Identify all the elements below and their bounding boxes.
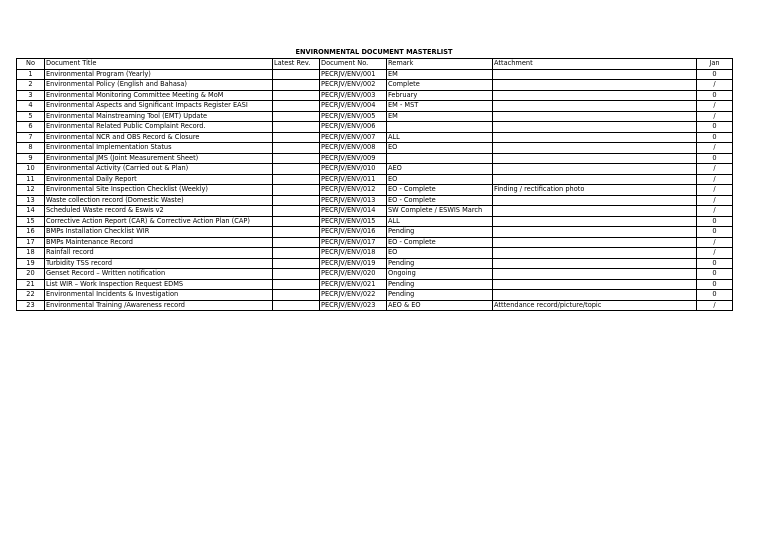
cell-remark[interactable]: Pending	[387, 290, 493, 301]
cell-attachment[interactable]	[493, 227, 697, 238]
cell-latest-rev[interactable]	[273, 80, 320, 91]
cell-attachment[interactable]	[493, 164, 697, 175]
cell-document-no[interactable]: PECRJV/ENV/021	[320, 279, 387, 290]
cell-document-no[interactable]: PECRJV/ENV/001	[320, 69, 387, 80]
cell-attachment[interactable]	[493, 237, 697, 248]
cell-no[interactable]: 9	[17, 153, 45, 164]
cell-latest-rev[interactable]	[273, 101, 320, 112]
cell-jan[interactable]: 0	[697, 132, 733, 143]
cell-document-title[interactable]: Environmental NCR and OBS Record & Closure	[45, 132, 273, 143]
cell-latest-rev[interactable]	[273, 279, 320, 290]
cell-latest-rev[interactable]	[273, 69, 320, 80]
col-header-attachment[interactable]: Attachment	[493, 59, 697, 70]
cell-document-no[interactable]: PECRJV/ENV/020	[320, 269, 387, 280]
table-row	[17, 216, 733, 227]
cell-attachment[interactable]	[493, 248, 697, 259]
cell-attachment[interactable]	[493, 269, 697, 280]
cell-document-title[interactable]: Turbidity TSS record	[45, 258, 273, 269]
cell-latest-rev[interactable]	[273, 143, 320, 154]
cell-jan[interactable]: 0	[697, 90, 733, 101]
cell-document-no[interactable]: PECRJV/ENV/017	[320, 237, 387, 248]
cell-jan[interactable]: 0	[697, 269, 733, 280]
cell-jan[interactable]: /	[697, 80, 733, 91]
cell-remark[interactable]: Pending	[387, 258, 493, 269]
cell-latest-rev[interactable]	[273, 290, 320, 301]
col-header-document-title[interactable]: Document Title	[45, 59, 273, 70]
cell-attachment[interactable]	[493, 90, 697, 101]
cell-attachment[interactable]	[493, 122, 697, 133]
cell-document-no[interactable]: PECRJV/ENV/010	[320, 164, 387, 175]
cell-latest-rev[interactable]	[273, 90, 320, 101]
col-header-jan[interactable]: Jan	[697, 59, 733, 70]
cell-document-no[interactable]: PECRJV/ENV/005	[320, 111, 387, 122]
cell-no[interactable]: 12	[17, 185, 45, 196]
cell-document-no[interactable]: PECRJV/ENV/015	[320, 216, 387, 227]
cell-remark[interactable]: EO - Complete	[387, 185, 493, 196]
cell-jan[interactable]: 0	[697, 258, 733, 269]
cell-jan[interactable]: 0	[697, 279, 733, 290]
cell-latest-rev[interactable]	[273, 164, 320, 175]
table-row	[17, 90, 733, 101]
cell-attachment[interactable]	[493, 206, 697, 217]
cell-document-no[interactable]: PECRJV/ENV/018	[320, 248, 387, 259]
cell-attachment[interactable]	[493, 279, 697, 290]
cell-no[interactable]: 22	[17, 290, 45, 301]
cell-latest-rev[interactable]	[273, 269, 320, 280]
cell-jan[interactable]: 0	[697, 153, 733, 164]
cell-no[interactable]: 5	[17, 111, 45, 122]
cell-document-no[interactable]: PECRJV/ENV/016	[320, 227, 387, 238]
cell-remark[interactable]: AEO & EO	[387, 300, 493, 311]
col-header-document-no[interactable]: Document No.	[320, 59, 387, 70]
header-row	[17, 59, 733, 70]
cell-latest-rev[interactable]	[273, 216, 320, 227]
cell-attachment[interactable]	[493, 132, 697, 143]
cell-no[interactable]: 10	[17, 164, 45, 175]
cell-jan[interactable]: /	[697, 237, 733, 248]
cell-jan[interactable]: /	[697, 300, 733, 311]
cell-document-title[interactable]: BMPs Installation Checklist WIR	[45, 227, 273, 238]
table-row	[17, 174, 733, 185]
cell-jan[interactable]: /	[697, 248, 733, 259]
cell-jan[interactable]: /	[697, 174, 733, 185]
table-row	[17, 101, 733, 112]
cell-no[interactable]: 15	[17, 216, 45, 227]
table-row	[17, 195, 733, 206]
cell-attachment[interactable]	[493, 174, 697, 185]
cell-latest-rev[interactable]	[273, 227, 320, 238]
cell-document-title[interactable]: Environmental Incidents & Investigation	[45, 290, 273, 301]
cell-remark[interactable]: AEO	[387, 164, 493, 175]
cell-remark[interactable]: EM	[387, 69, 493, 80]
cell-attachment[interactable]	[493, 216, 697, 227]
cell-jan[interactable]: 0	[697, 69, 733, 80]
cell-document-title[interactable]: Waste collection record (Domestic Waste)	[45, 195, 273, 206]
table-row	[17, 185, 733, 196]
cell-document-title[interactable]: Environmental Implementation Status	[45, 143, 273, 154]
table-row	[17, 269, 733, 280]
cell-no[interactable]: 2	[17, 80, 45, 91]
cell-remark[interactable]: EO	[387, 248, 493, 259]
table-row	[17, 122, 733, 133]
cell-remark[interactable]: EM	[387, 111, 493, 122]
cell-jan[interactable]: /	[697, 164, 733, 175]
cell-document-no[interactable]: PECRJV/ENV/013	[320, 195, 387, 206]
cell-remark[interactable]: EO	[387, 174, 493, 185]
cell-remark[interactable]: Pending	[387, 227, 493, 238]
cell-jan[interactable]: /	[697, 143, 733, 154]
cell-jan[interactable]: /	[697, 101, 733, 112]
cell-document-no[interactable]: PECRJV/ENV/002	[320, 80, 387, 91]
cell-document-no[interactable]: PECRJV/ENV/014	[320, 206, 387, 217]
cell-document-no[interactable]: PECRJV/ENV/011	[320, 174, 387, 185]
cell-latest-rev[interactable]	[273, 174, 320, 185]
table-row	[17, 258, 733, 269]
cell-document-no[interactable]: PECRJV/ENV/006	[320, 122, 387, 133]
cell-jan[interactable]: 0	[697, 290, 733, 301]
cell-attachment[interactable]	[493, 69, 697, 80]
cell-document-no[interactable]: PECRJV/ENV/019	[320, 258, 387, 269]
cell-attachment[interactable]	[493, 101, 697, 112]
cell-document-title[interactable]: Environmental Program (Yearly)	[45, 69, 273, 80]
cell-document-no[interactable]: PECRJV/ENV/009	[320, 153, 387, 164]
cell-jan[interactable]: /	[697, 206, 733, 217]
table-row	[17, 248, 733, 259]
cell-remark[interactable]: EM - MST	[387, 101, 493, 112]
cell-remark[interactable]: EO	[387, 143, 493, 154]
cell-attachment[interactable]	[493, 153, 697, 164]
cell-attachment[interactable]	[493, 111, 697, 122]
cell-latest-rev[interactable]	[273, 258, 320, 269]
cell-latest-rev[interactable]	[273, 185, 320, 196]
cell-document-title[interactable]: BMPs Maintenance Record	[45, 237, 273, 248]
table-row	[17, 237, 733, 248]
cell-document-title[interactable]: List WIR – Work Inspection Request EDMS	[45, 279, 273, 290]
col-header-remark[interactable]: Remark	[387, 59, 493, 70]
cell-remark[interactable]: ALL	[387, 132, 493, 143]
cell-attachment[interactable]	[493, 195, 697, 206]
cell-remark[interactable]: Complete	[387, 80, 493, 91]
cell-attachment[interactable]	[493, 290, 697, 301]
cell-attachment[interactable]: Atttendance record/picture/topic	[493, 300, 697, 311]
table-row	[17, 279, 733, 290]
cell-attachment[interactable]: Finding / rectification photo	[493, 185, 697, 196]
col-header-no[interactable]: No	[17, 59, 45, 70]
table-row	[17, 143, 733, 154]
cell-jan[interactable]: 0	[697, 227, 733, 238]
cell-document-no[interactable]: PECRJV/ENV/023	[320, 300, 387, 311]
cell-latest-rev[interactable]	[273, 248, 320, 259]
col-header-latest-rev[interactable]: Latest Rev.	[273, 59, 320, 70]
cell-latest-rev[interactable]	[273, 237, 320, 248]
table-row	[17, 300, 733, 311]
cell-document-title[interactable]: Corrective Action Report (CAR) & Corrective Action Plan (CAP)	[45, 216, 273, 227]
cell-latest-rev[interactable]	[273, 206, 320, 217]
cell-no[interactable]: 19	[17, 258, 45, 269]
cell-latest-rev[interactable]	[273, 153, 320, 164]
cell-latest-rev[interactable]	[273, 300, 320, 311]
cell-remark[interactable]: ALL	[387, 216, 493, 227]
cell-remark[interactable]: February	[387, 90, 493, 101]
cell-jan[interactable]: /	[697, 185, 733, 196]
cell-no[interactable]: 18	[17, 248, 45, 259]
cell-remark[interactable]: Ongoing	[387, 269, 493, 280]
cell-no[interactable]: 16	[17, 227, 45, 238]
cell-latest-rev[interactable]	[273, 195, 320, 206]
cell-jan[interactable]: 0	[697, 122, 733, 133]
cell-remark[interactable]	[387, 122, 493, 133]
cell-no[interactable]: 14	[17, 206, 45, 217]
cell-document-title[interactable]: Rainfall record	[45, 248, 273, 259]
cell-remark[interactable]: Pending	[387, 279, 493, 290]
cell-no[interactable]: 11	[17, 174, 45, 185]
cell-document-title[interactable]: Genset Record – Written notification	[45, 269, 273, 280]
table-row	[17, 153, 733, 164]
cell-document-title[interactable]: Environmental Site Inspection Checklist (Weekly)	[45, 185, 273, 196]
cell-no[interactable]: 13	[17, 195, 45, 206]
cell-latest-rev[interactable]	[273, 132, 320, 143]
cell-remark[interactable]: EO - Complete	[387, 195, 493, 206]
table-row	[17, 227, 733, 238]
cell-document-title[interactable]: Environmental Mainstreaming Tool (EMT) Update	[45, 111, 273, 122]
cell-document-no[interactable]: PECRJV/ENV/012	[320, 185, 387, 196]
cell-document-title[interactable]: Environmental Related Public Complaint Record.	[45, 122, 273, 133]
cell-no[interactable]: 4	[17, 101, 45, 112]
table-row	[17, 206, 733, 217]
table-row	[17, 69, 733, 80]
cell-document-title[interactable]: Environmental Daily Report	[45, 174, 273, 185]
page-title: ENVIRONMENTAL DOCUMENT MASTERLIST	[295, 48, 453, 56]
table-row	[17, 132, 733, 143]
cell-attachment[interactable]	[493, 258, 697, 269]
cell-document-no[interactable]: PECRJV/ENV/008	[320, 143, 387, 154]
cell-latest-rev[interactable]	[273, 122, 320, 133]
cell-remark[interactable]	[387, 153, 493, 164]
cell-no[interactable]: 6	[17, 122, 45, 133]
cell-document-title[interactable]: Environmental Activity (Carried out & Plan)	[45, 164, 273, 175]
cell-document-title[interactable]: Environmental Policy (English and Bahasa)	[45, 80, 273, 91]
cell-document-title[interactable]: Environmental Monitoring Committee Meeting & MoM	[45, 90, 273, 101]
cell-document-title[interactable]: Environmental Training /Awareness record	[45, 300, 273, 311]
cell-jan[interactable]: /	[697, 111, 733, 122]
table-row	[17, 80, 733, 91]
cell-document-no[interactable]: PECRJV/ENV/022	[320, 290, 387, 301]
table-row	[17, 111, 733, 122]
cell-no[interactable]: 23	[17, 300, 45, 311]
cell-attachment[interactable]	[493, 143, 697, 154]
cell-no[interactable]: 7	[17, 132, 45, 143]
cell-no[interactable]: 17	[17, 237, 45, 248]
cell-document-no[interactable]: PECRJV/ENV/004	[320, 101, 387, 112]
cell-attachment[interactable]	[493, 80, 697, 91]
cell-no[interactable]: 20	[17, 269, 45, 280]
cell-latest-rev[interactable]	[273, 111, 320, 122]
cell-document-title[interactable]: Environmental JMS (Joint Measurement Sheet)	[45, 153, 273, 164]
cell-no[interactable]: 8	[17, 143, 45, 154]
cell-jan[interactable]: /	[697, 195, 733, 206]
cell-remark[interactable]: EO - Complete	[387, 237, 493, 248]
cell-document-no[interactable]: PECRJV/ENV/003	[320, 90, 387, 101]
cell-no[interactable]: 3	[17, 90, 45, 101]
cell-no[interactable]: 21	[17, 279, 45, 290]
cell-document-title[interactable]: Scheduled Waste record & Eswis v2	[45, 206, 273, 217]
document-masterlist-table	[16, 58, 733, 311]
cell-no[interactable]: 1	[17, 69, 45, 80]
table-row	[17, 164, 733, 175]
cell-document-title[interactable]: Environmental Aspects and Significant Impacts Register EASI	[45, 101, 273, 112]
cell-jan[interactable]: 0	[697, 216, 733, 227]
cell-document-no[interactable]: PECRJV/ENV/007	[320, 132, 387, 143]
table-row	[17, 290, 733, 301]
cell-remark[interactable]: SW Complete / ESWIS March	[387, 206, 493, 217]
